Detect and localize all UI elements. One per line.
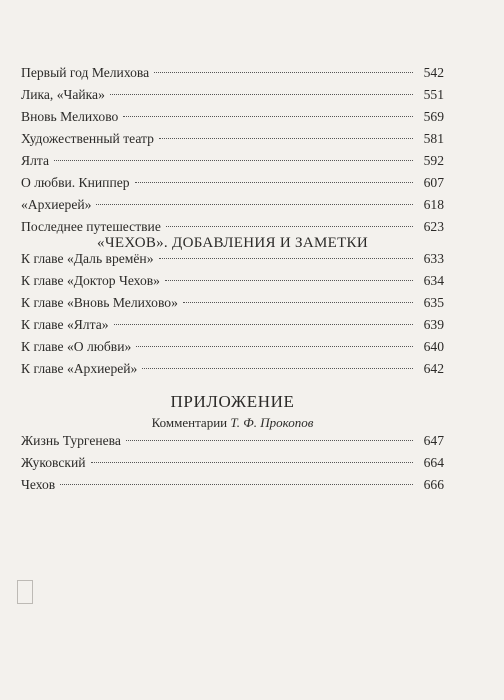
toc-entry-title: Лика, «Чайка» [21,87,105,102]
leader-dots [165,280,413,281]
leader-dots [123,116,413,117]
toc-entry[interactable] [21,336,444,358]
toc-entry-page: 618 [423,197,444,212]
leader-dots [54,160,413,161]
toc-entry[interactable] [21,452,444,474]
leader-dots [96,204,413,205]
section-heading-appendix: ПРИЛОЖЕНИЕ [170,392,295,411]
toc-entry-title: Ялта [21,153,49,168]
toc-entry-title: Жуковский [21,455,86,470]
leader-dots [166,226,413,227]
toc-entry-page: 666 [423,477,444,492]
leader-dots [91,462,413,463]
toc-entry[interactable] [21,292,444,314]
subheading-prefix: Комментарии [151,415,228,430]
leader-dots [114,324,413,325]
toc-entry[interactable] [21,314,444,336]
toc-entry[interactable] [21,474,444,496]
toc-entry-title: Первый год Мелихова [21,65,150,80]
toc-entry-page: 633 [423,251,444,266]
toc-entry-page: 592 [423,153,444,168]
leader-dots [110,94,413,95]
toc-entry-title: К главе «Даль времён» [21,251,154,266]
leader-dots [60,484,413,485]
leader-dots [159,258,414,259]
toc-entry-title: Вновь Мелихово [21,109,119,124]
toc-entry-title: «Архиерей» [21,197,92,212]
toc-entry-title: Последнее путешествие [21,219,161,234]
toc-entry-page: 642 [423,361,444,376]
toc-entry-title: К главе «О любви» [21,339,132,354]
section-heading-additions: «ЧЕХОВ». ДОБАВЛЕНИЯ И ЗАМЕТКИ [97,235,368,251]
toc-entry-title: К главе «Доктор Чехов» [21,273,160,288]
subheading-author: Т. Ф. Прокопов [230,415,314,430]
toc-entry[interactable] [21,194,444,216]
toc-entry[interactable] [21,84,444,106]
toc-entry-title: Чехов [21,477,56,492]
toc-entry[interactable] [21,150,444,172]
toc-section-main [21,62,444,238]
toc-entry[interactable] [21,248,444,270]
toc-entry[interactable] [21,62,444,84]
appendix-subheading [21,415,444,431]
leader-dots [159,138,413,139]
toc-entry-page: 607 [423,175,444,190]
toc-entry-page: 647 [423,433,444,448]
toc-entry[interactable] [21,358,444,380]
toc-entry[interactable] [21,106,444,128]
toc-entry-title: К главе «Вновь Мелихово» [21,295,178,310]
leader-dots [142,368,413,369]
toc-entry[interactable] [21,172,444,194]
leader-dots [126,440,413,441]
leader-dots [136,346,413,347]
leader-dots [154,72,413,73]
toc-entry-page: 581 [423,131,444,146]
toc-entry-page: 551 [423,87,444,102]
toc-entry-page: 634 [423,273,444,288]
leader-dots [183,302,413,303]
toc-entry-page: 639 [423,317,444,332]
toc-entry-page: 664 [423,455,444,470]
bleed-through-mark [17,580,33,604]
toc-entry[interactable] [21,128,444,150]
toc-entry-title: О любви. Книппер [21,175,130,190]
toc-entry[interactable] [21,270,444,292]
toc-entry-page: 569 [423,109,444,124]
leader-dots [135,182,413,183]
toc-entry-title: К главе «Архиерей» [21,361,138,376]
toc-entry-title: Художественный театр [21,131,154,146]
toc-entry-page: 640 [423,339,444,354]
toc-entry-title: К главе «Ялта» [21,317,109,332]
toc-entry[interactable] [21,430,444,452]
toc-entry-page: 542 [423,65,444,80]
toc-section-appendix [21,430,444,496]
toc-section-additions [21,248,444,380]
toc-entry-page: 623 [423,219,444,234]
toc-entry-title: Жизнь Тургенева [21,433,121,448]
toc-entry-page: 635 [423,295,444,310]
